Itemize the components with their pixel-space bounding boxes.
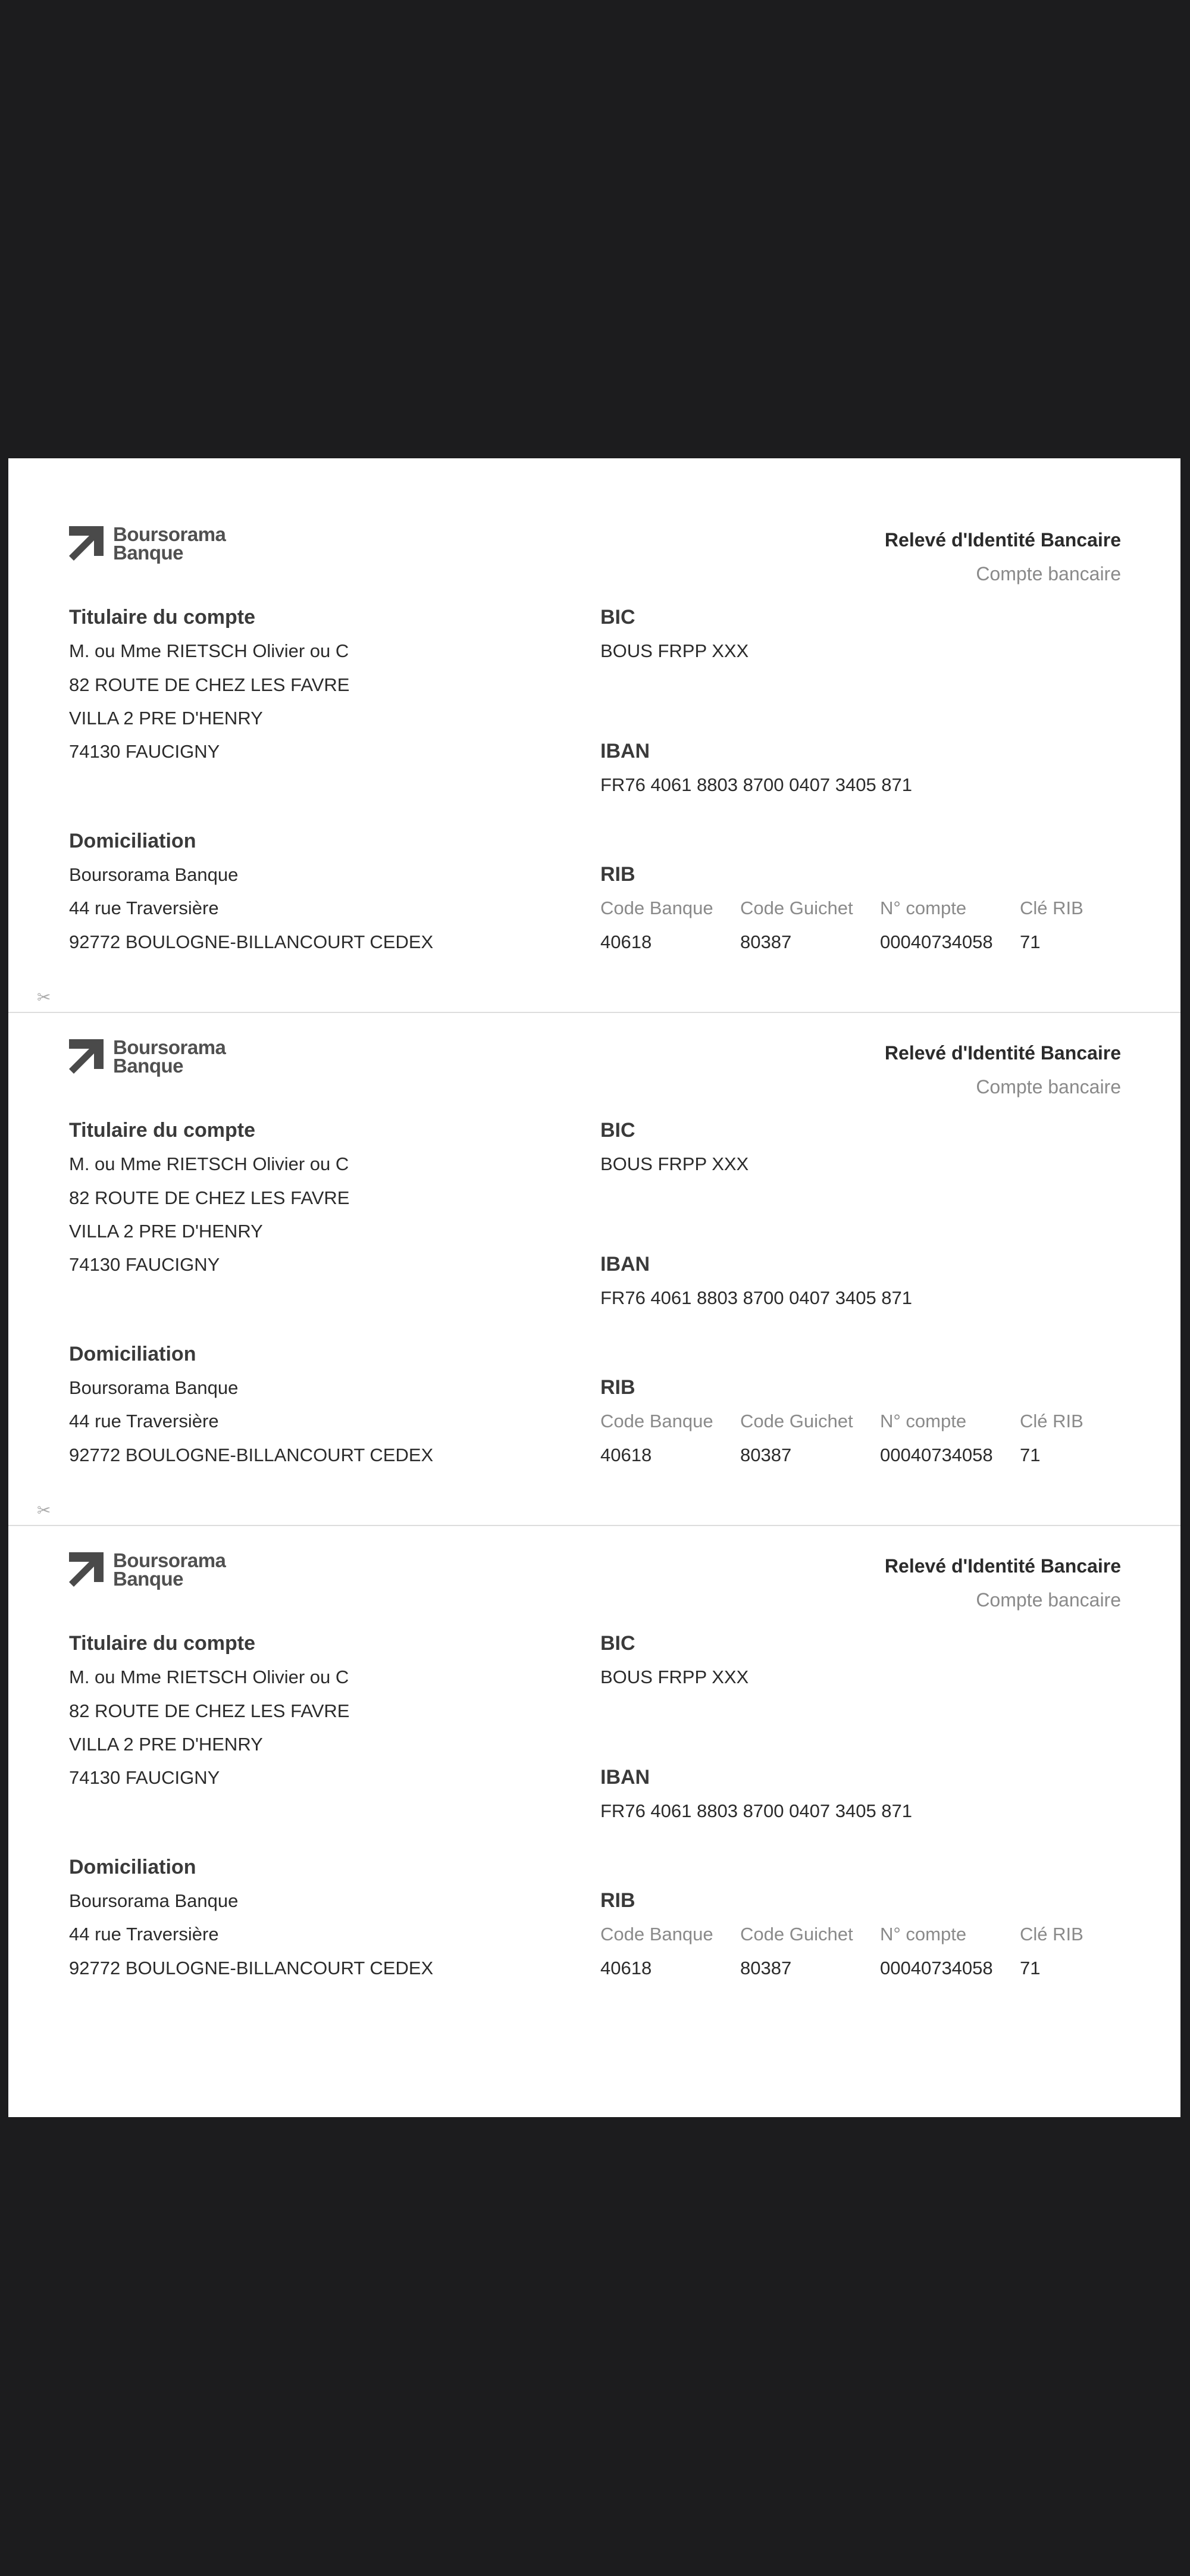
rib-header-code-banque: Code Banque	[600, 1924, 713, 1944]
holder-line-3: VILLA 2 PRE D'HENRY	[69, 1221, 263, 1242]
scissors-icon: ✂	[37, 988, 51, 1006]
logo-wordmark	[113, 1038, 226, 1075]
domiciliation-line-2: 44 rue Traversière	[69, 1924, 219, 1944]
holder-line-2: 82 ROUTE DE CHEZ LES FAVRE	[69, 1187, 350, 1208]
logo-arrow-icon	[69, 1552, 105, 1588]
holder-line-1: M. ou Mme RIETSCH Olivier ou C	[69, 1153, 349, 1174]
logo-wordmark	[113, 1551, 226, 1588]
bic-value: BOUS FRPP XXX	[600, 640, 749, 661]
logo-line-1: Boursorama	[113, 1549, 226, 1571]
holder-line-4: 74130 FAUCIGNY	[69, 741, 220, 762]
iban-label: IBAN	[600, 1253, 650, 1276]
rib-header-code-guichet: Code Guichet	[740, 898, 853, 918]
holder-line-3: VILLA 2 PRE D'HENRY	[69, 1734, 263, 1755]
rib-copy-1	[8, 458, 1180, 971]
rib-value-code-banque: 40618	[600, 1958, 652, 1978]
logo-line-2: Banque	[113, 542, 184, 564]
bic-value: BOUS FRPP XXX	[600, 1153, 749, 1174]
boursorama-logo	[69, 1551, 248, 1593]
holder-line-3: VILLA 2 PRE D'HENRY	[69, 708, 263, 729]
domiciliation-line-2: 44 rue Traversière	[69, 1411, 219, 1431]
bic-label: BIC	[600, 1632, 635, 1655]
logo-line-2: Banque	[113, 1055, 184, 1077]
domiciliation-line-3: 92772 BOULOGNE-BILLANCOURT CEDEX	[69, 1445, 434, 1465]
bic-label: BIC	[600, 606, 635, 629]
rib-header-code-guichet: Code Guichet	[740, 1411, 853, 1431]
iban-value: FR76 4061 8803 8700 0407 3405 871	[600, 774, 913, 795]
document-title: Relevé d'Identité Bancaire	[884, 1042, 1121, 1064]
holder-line-1: M. ou Mme RIETSCH Olivier ou C	[69, 1667, 349, 1687]
boursorama-logo	[69, 1038, 248, 1080]
logo-arrow-icon	[69, 526, 105, 562]
holder-label: Titulaire du compte	[69, 1632, 255, 1655]
domiciliation-line-2: 44 rue Traversière	[69, 898, 219, 918]
holder-line-1: M. ou Mme RIETSCH Olivier ou C	[69, 640, 349, 661]
document-subtitle: Compte bancaire	[976, 1589, 1121, 1611]
rib-value-code-guichet: 80387	[740, 1445, 792, 1465]
domiciliation-line-1: Boursorama Banque	[69, 1377, 239, 1398]
rib-header-cle-rib: Clé RIB	[1020, 1924, 1083, 1944]
holder-label: Titulaire du compte	[69, 1119, 255, 1142]
rib-copy-2	[8, 971, 1180, 1484]
rib-value-numero-compte: 00040734058	[880, 1445, 993, 1465]
holder-line-2: 82 ROUTE DE CHEZ LES FAVRE	[69, 674, 350, 695]
rib-header-cle-rib: Clé RIB	[1020, 898, 1083, 918]
rib-label: RIB	[600, 863, 635, 886]
rib-value-cle-rib: 71	[1020, 1445, 1041, 1465]
rib-copy-3	[8, 1484, 1180, 1997]
document-subtitle: Compte bancaire	[976, 563, 1121, 584]
domiciliation-line-3: 92772 BOULOGNE-BILLANCOURT CEDEX	[69, 931, 434, 952]
rib-value-numero-compte: 00040734058	[880, 1958, 993, 1978]
logo-line-1: Boursorama	[113, 1036, 226, 1058]
holder-line-4: 74130 FAUCIGNY	[69, 1254, 220, 1275]
rib-value-code-banque: 40618	[600, 931, 652, 952]
rib-value-code-guichet: 80387	[740, 931, 792, 952]
rib-header-numero-compte: N° compte	[880, 1924, 967, 1944]
bic-value: BOUS FRPP XXX	[600, 1667, 749, 1687]
rib-header-numero-compte: N° compte	[880, 898, 967, 918]
logo-line-2: Banque	[113, 1568, 184, 1590]
iban-value: FR76 4061 8803 8700 0407 3405 871	[600, 1287, 913, 1308]
rib-header-numero-compte: N° compte	[880, 1411, 967, 1431]
holder-line-4: 74130 FAUCIGNY	[69, 1767, 220, 1788]
logo-line-1: Boursorama	[113, 523, 226, 545]
iban-label: IBAN	[600, 740, 650, 762]
rib-header-code-banque: Code Banque	[600, 1411, 713, 1431]
boursorama-logo	[69, 525, 248, 567]
document-title: Relevé d'Identité Bancaire	[884, 1555, 1121, 1577]
document-title: Relevé d'Identité Bancaire	[884, 529, 1121, 551]
domiciliation-label: Domiciliation	[69, 1856, 196, 1878]
rib-value-cle-rib: 71	[1020, 931, 1041, 952]
domiciliation-line-1: Boursorama Banque	[69, 864, 239, 885]
document-subtitle: Compte bancaire	[976, 1076, 1121, 1098]
scissors-icon: ✂	[37, 1501, 51, 1520]
iban-label: IBAN	[600, 1766, 650, 1789]
rib-label: RIB	[600, 1376, 635, 1399]
rib-sheet	[8, 458, 1180, 2117]
rib-value-code-guichet: 80387	[740, 1958, 792, 1978]
logo-arrow-icon	[69, 1039, 105, 1075]
holder-label: Titulaire du compte	[69, 606, 255, 629]
holder-line-2: 82 ROUTE DE CHEZ LES FAVRE	[69, 1700, 350, 1721]
bic-label: BIC	[600, 1119, 635, 1142]
rib-value-numero-compte: 00040734058	[880, 931, 993, 952]
domiciliation-label: Domiciliation	[69, 1343, 196, 1365]
domiciliation-line-1: Boursorama Banque	[69, 1890, 239, 1911]
rib-value-cle-rib: 71	[1020, 1958, 1041, 1978]
logo-wordmark	[113, 525, 226, 562]
domiciliation-label: Domiciliation	[69, 830, 196, 852]
rib-header-code-guichet: Code Guichet	[740, 1924, 853, 1944]
rib-label: RIB	[600, 1889, 635, 1912]
rib-value-code-banque: 40618	[600, 1445, 652, 1465]
rib-header-cle-rib: Clé RIB	[1020, 1411, 1083, 1431]
iban-value: FR76 4061 8803 8700 0407 3405 871	[600, 1800, 913, 1821]
domiciliation-line-3: 92772 BOULOGNE-BILLANCOURT CEDEX	[69, 1958, 434, 1978]
rib-header-code-banque: Code Banque	[600, 898, 713, 918]
